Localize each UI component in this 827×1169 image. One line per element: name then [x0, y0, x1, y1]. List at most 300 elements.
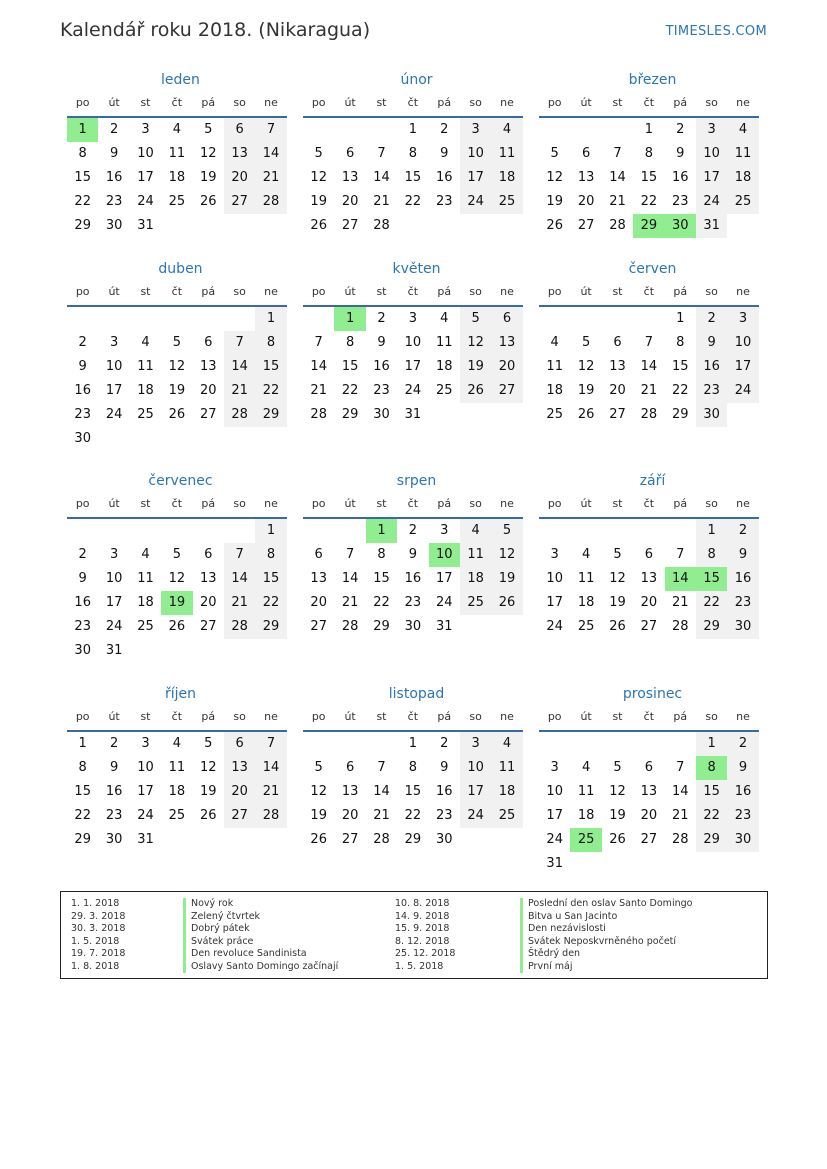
weekday-label: čt: [643, 710, 655, 723]
day-cell: 8: [345, 335, 355, 350]
empty-cell: [491, 615, 522, 639]
month-name: duben: [158, 261, 203, 277]
day-cell: 29: [671, 407, 689, 422]
day-cell: 10: [696, 142, 727, 166]
brand-link[interactable]: TIMESLES.COM: [665, 24, 767, 39]
legend-date: 1. 8. 2018: [71, 960, 120, 972]
day-cell: 15: [74, 784, 91, 799]
day-cell: 30: [727, 828, 758, 852]
empty-cell: [130, 639, 161, 663]
weekday-label: čt: [171, 96, 183, 109]
month-8: [303, 473, 523, 639]
weekday-label: út: [108, 285, 120, 298]
weekday-label: čt: [171, 710, 183, 723]
empty-cell: [665, 519, 696, 543]
empty-cell: [570, 732, 601, 756]
day-cell: 9: [676, 146, 685, 161]
weekday-header: [303, 708, 523, 732]
weekday-label: so: [705, 710, 718, 723]
day-cell: 11: [460, 543, 491, 567]
day-cell: 18: [168, 784, 186, 799]
legend-name: Den revoluce Sandinista: [191, 948, 307, 959]
day-cell: 25: [491, 190, 522, 214]
empty-cell: [224, 639, 255, 663]
holiday-day-cell: 15: [696, 567, 727, 591]
day-cell: 25: [491, 804, 522, 828]
legend-date: 1. 5. 2018: [71, 935, 120, 947]
day-cell: 4: [141, 335, 150, 350]
day-cell: 2: [440, 122, 449, 137]
month-1: [67, 72, 287, 238]
day-cell: 24: [105, 407, 123, 422]
empty-cell: [491, 214, 522, 238]
legend-name: Dobrý pátek: [191, 923, 250, 934]
day-cell: 14: [310, 359, 327, 374]
weekday-label: so: [469, 497, 482, 510]
day-cell: 27: [640, 832, 658, 847]
day-cell: 8: [255, 331, 286, 355]
day-cell: 14: [640, 359, 658, 374]
day-cell: 14: [373, 170, 390, 185]
weekday-label: so: [233, 497, 246, 510]
day-cell: 23: [696, 379, 727, 403]
weekday-label: st: [140, 96, 151, 109]
empty-cell: [633, 519, 664, 543]
weekday-label: út: [344, 285, 356, 298]
holiday-day-cell: 10: [429, 543, 460, 567]
legend-date: 14. 9. 2018: [395, 910, 450, 922]
day-cell: 1: [408, 736, 417, 751]
day-cell: 14: [255, 142, 286, 166]
day-cell: 4: [141, 547, 150, 562]
day-cell: 11: [168, 146, 186, 161]
weekday-label: čt: [407, 285, 419, 298]
day-cell: 3: [550, 547, 559, 562]
month-name: říjen: [164, 686, 197, 702]
weekday-label: út: [580, 96, 592, 109]
legend-left-marker: [183, 898, 186, 973]
day-cell: 28: [609, 218, 626, 233]
day-cell: 23: [373, 383, 390, 398]
legend-name: Oslavy Santo Domingo začínají: [191, 960, 339, 972]
day-cell: 23: [74, 619, 91, 634]
day-cell: 2: [78, 335, 87, 350]
legend-date: 19. 7. 2018: [71, 948, 126, 959]
legend-name: Nový rok: [191, 898, 234, 909]
empty-cell: [460, 828, 491, 852]
day-cell: 23: [74, 407, 91, 422]
empty-cell: [602, 307, 633, 331]
day-cell: 25: [168, 808, 186, 823]
day-cell: 21: [640, 383, 658, 398]
weekday-label: so: [705, 285, 718, 298]
legend-name: Svátek Neposkvrněného početí: [528, 935, 677, 947]
weekday-label: so: [469, 710, 482, 723]
day-cell: 4: [172, 122, 181, 137]
month-10: [67, 686, 287, 852]
day-cell: 3: [460, 732, 491, 756]
day-cell: 26: [491, 591, 522, 615]
day-cell: 4: [491, 118, 522, 142]
month-6: [539, 261, 759, 427]
day-cell: 2: [727, 732, 758, 756]
day-cell: 17: [105, 595, 123, 610]
day-cell: 25: [577, 619, 595, 634]
weekday-header: [539, 283, 759, 307]
day-cell: 12: [310, 784, 327, 799]
day-cell: 4: [172, 736, 181, 751]
month-name: leden: [161, 72, 200, 88]
day-cell: 15: [404, 170, 422, 185]
day-cell: 17: [435, 571, 453, 586]
day-cell: 22: [74, 808, 91, 823]
day-cell: 27: [199, 407, 217, 422]
day-cell: 16: [105, 784, 123, 799]
month-name: květen: [392, 261, 441, 277]
day-cell: 31: [696, 214, 727, 238]
day-cell: 11: [137, 571, 154, 586]
day-cell: 19: [199, 170, 217, 185]
weekday-label: čt: [407, 497, 419, 510]
weekday-label: ne: [736, 710, 750, 723]
day-cell: 22: [696, 804, 727, 828]
empty-cell: [224, 828, 255, 852]
empty-cell: [193, 307, 224, 331]
day-cell: 28: [373, 832, 390, 847]
day-cell: 21: [373, 194, 390, 209]
weekday-label: st: [140, 497, 151, 510]
day-cell: 8: [696, 543, 727, 567]
weekday-label: pá: [673, 285, 688, 298]
empty-cell: [161, 828, 192, 852]
day-cell: 21: [609, 194, 626, 209]
month-12: [539, 686, 759, 876]
day-cell: 21: [310, 383, 327, 398]
day-cell: 28: [640, 407, 658, 422]
day-cell: 24: [727, 379, 758, 403]
legend-right-marker: [520, 898, 523, 973]
empty-cell: [161, 307, 192, 331]
day-cell: 12: [609, 571, 626, 586]
day-cell: 12: [577, 359, 595, 374]
day-cell: 19: [609, 808, 626, 823]
day-cell: 27: [224, 190, 255, 214]
day-cell: 25: [137, 407, 154, 422]
day-cell: 15: [640, 170, 658, 185]
holiday-day-cell: 29: [633, 214, 664, 238]
empty-cell: [224, 307, 255, 331]
day-cell: 19: [168, 383, 186, 398]
day-cell: 31: [137, 832, 154, 847]
empty-cell: [570, 852, 601, 876]
day-cell: 7: [613, 146, 622, 161]
empty-cell: [429, 403, 460, 427]
month-name: listopad: [388, 686, 445, 702]
day-cell: 5: [581, 335, 591, 350]
day-cell: 21: [671, 595, 689, 610]
holiday-day-cell: 1: [67, 118, 98, 142]
day-cell: 13: [640, 571, 658, 586]
empty-cell: [539, 519, 570, 543]
legend-date: 30. 3. 2018: [71, 923, 126, 934]
day-cell: 22: [341, 383, 359, 398]
day-cell: 9: [696, 331, 727, 355]
day-cell: 2: [696, 307, 727, 331]
day-cell: 17: [105, 383, 123, 398]
empty-cell: [397, 214, 428, 238]
empty-cell: [255, 214, 286, 238]
day-cell: 1: [408, 122, 417, 137]
day-cell: 25: [435, 383, 453, 398]
weekday-label: st: [612, 96, 623, 109]
day-cell: 26: [609, 832, 626, 847]
day-cell: 20: [640, 808, 658, 823]
day-cell: 4: [581, 760, 591, 775]
day-cell: 16: [435, 784, 453, 799]
day-cell: 20: [310, 595, 327, 610]
day-cell: 21: [224, 591, 255, 615]
day-cell: 20: [224, 166, 255, 190]
day-cell: 22: [671, 383, 689, 398]
day-cell: 10: [137, 146, 154, 161]
day-cell: 29: [255, 403, 286, 427]
empty-cell: [161, 427, 192, 451]
weekday-label: pá: [673, 96, 688, 109]
weekday-label: út: [344, 497, 356, 510]
month-name: únor: [400, 72, 433, 88]
day-cell: 12: [491, 543, 522, 567]
empty-cell: [460, 214, 491, 238]
empty-cell: [98, 519, 129, 543]
empty-cell: [602, 519, 633, 543]
empty-cell: [130, 427, 161, 451]
weekday-label: po: [547, 710, 562, 723]
day-cell: 25: [546, 407, 563, 422]
empty-cell: [602, 732, 633, 756]
weekday-label: čt: [171, 285, 183, 298]
day-cell: 5: [460, 307, 491, 331]
day-cell: 22: [373, 595, 390, 610]
weekday-label: ne: [264, 710, 278, 723]
day-cell: 26: [310, 218, 327, 233]
empty-cell: [539, 118, 570, 142]
weekday-label: ne: [500, 710, 514, 723]
weekday-label: so: [469, 96, 482, 109]
day-cell: 8: [255, 543, 286, 567]
day-cell: 4: [491, 732, 522, 756]
weekday-label: so: [705, 96, 718, 109]
day-cell: 26: [609, 619, 626, 634]
weekday-header: [539, 708, 759, 732]
weekday-header: [67, 495, 287, 519]
day-cell: 13: [577, 170, 595, 185]
day-cell: 2: [78, 547, 87, 562]
empty-cell: [161, 639, 192, 663]
day-cell: 11: [168, 760, 186, 775]
day-cell: 5: [172, 335, 181, 350]
empty-cell: [602, 852, 633, 876]
empty-cell: [130, 307, 161, 331]
day-cell: 17: [546, 808, 563, 823]
day-cell: 6: [224, 118, 255, 142]
day-cell: 22: [255, 591, 286, 615]
day-cell: 8: [676, 335, 685, 350]
day-cell: 16: [671, 170, 689, 185]
day-cell: 6: [314, 547, 323, 562]
day-cell: 30: [435, 832, 453, 847]
weekday-label: út: [108, 710, 120, 723]
month-7: [67, 473, 287, 663]
weekday-label: ne: [500, 497, 514, 510]
day-cell: 6: [345, 760, 355, 775]
day-cell: 25: [137, 619, 154, 634]
day-cell: 11: [435, 335, 453, 350]
day-cell: 27: [341, 832, 359, 847]
day-cell: 7: [224, 543, 255, 567]
day-cell: 16: [105, 170, 123, 185]
empty-cell: [161, 214, 192, 238]
empty-cell: [602, 118, 633, 142]
empty-cell: [570, 307, 601, 331]
day-cell: 3: [109, 547, 119, 562]
empty-cell: [633, 732, 664, 756]
day-cell: 10: [137, 760, 154, 775]
day-cell: 23: [435, 808, 453, 823]
weekday-header: [67, 94, 287, 118]
day-cell: 23: [105, 194, 123, 209]
weekday-label: so: [469, 285, 482, 298]
day-cell: 6: [204, 547, 213, 562]
day-cell: 4: [550, 335, 559, 350]
day-cell: 10: [727, 331, 758, 355]
day-cell: 23: [727, 804, 758, 828]
day-cell: 20: [199, 595, 217, 610]
day-cell: 22: [640, 194, 658, 209]
day-cell: 24: [137, 808, 154, 823]
day-cell: 27: [224, 804, 255, 828]
empty-cell: [491, 403, 522, 427]
day-cell: 19: [491, 567, 522, 591]
weekday-label: út: [344, 96, 356, 109]
day-cell: 16: [727, 567, 758, 591]
day-cell: 30: [74, 643, 91, 658]
weekday-label: pá: [437, 285, 452, 298]
day-cell: 6: [644, 760, 653, 775]
day-cell: 5: [613, 760, 622, 775]
month-name: březen: [628, 72, 677, 88]
day-cell: 27: [640, 619, 658, 634]
empty-cell: [633, 852, 664, 876]
day-cell: 6: [613, 335, 622, 350]
day-cell: 16: [404, 571, 422, 586]
day-cell: 30: [74, 431, 91, 446]
day-cell: 26: [546, 218, 563, 233]
day-cell: 11: [727, 142, 758, 166]
day-cell: 3: [408, 311, 417, 326]
weekday-label: po: [75, 96, 90, 109]
holiday-day-cell: 19: [161, 591, 192, 615]
day-cell: 17: [696, 166, 727, 190]
day-cell: 28: [341, 619, 359, 634]
empty-cell: [570, 519, 601, 543]
month-2: [303, 72, 523, 238]
legend-date: 8. 12. 2018: [395, 935, 450, 947]
day-cell: 18: [137, 595, 154, 610]
day-cell: 21: [224, 379, 255, 403]
day-cell: 7: [644, 335, 653, 350]
day-cell: 15: [696, 780, 727, 804]
legend-name: Svátek práce: [191, 935, 254, 947]
day-cell: 18: [460, 567, 491, 591]
day-cell: 9: [78, 571, 87, 586]
day-cell: 28: [224, 403, 255, 427]
day-cell: 20: [577, 194, 595, 209]
day-cell: 3: [109, 335, 119, 350]
day-cell: 2: [676, 122, 685, 137]
day-cell: 14: [609, 170, 626, 185]
day-cell: 15: [255, 355, 286, 379]
day-cell: 23: [105, 808, 123, 823]
weekday-label: po: [311, 710, 326, 723]
weekday-label: pá: [673, 710, 688, 723]
empty-cell: [429, 214, 460, 238]
day-cell: 8: [408, 760, 417, 775]
month-name: srpen: [396, 473, 437, 489]
day-cell: 20: [224, 780, 255, 804]
empty-cell: [303, 519, 334, 543]
day-cell: 27: [341, 218, 359, 233]
day-cell: 22: [404, 194, 422, 209]
empty-cell: [727, 852, 758, 876]
day-cell: 29: [696, 828, 727, 852]
holiday-day-cell: 30: [665, 214, 696, 238]
month-name: červenec: [148, 473, 213, 489]
day-cell: 5: [491, 519, 522, 543]
day-cell: 16: [727, 780, 758, 804]
day-cell: 14: [224, 355, 255, 379]
day-cell: 19: [199, 784, 217, 799]
day-cell: 1: [696, 519, 727, 543]
weekday-label: ne: [264, 285, 278, 298]
day-cell: 15: [74, 170, 91, 185]
day-cell: 17: [460, 166, 491, 190]
day-cell: 19: [546, 194, 563, 209]
day-cell: 5: [204, 122, 213, 137]
day-cell: 9: [109, 760, 119, 775]
holiday-day-cell: 14: [665, 567, 696, 591]
weekday-label: pá: [201, 96, 216, 109]
empty-cell: [727, 403, 758, 427]
weekday-label: po: [311, 96, 326, 109]
day-cell: 9: [377, 335, 386, 350]
day-cell: 14: [671, 784, 689, 799]
day-cell: 15: [341, 359, 359, 374]
day-cell: 5: [314, 146, 323, 161]
day-cell: 10: [460, 142, 491, 166]
day-cell: 20: [491, 355, 522, 379]
day-cell: 5: [314, 760, 323, 775]
day-cell: 22: [696, 591, 727, 615]
weekday-label: st: [140, 710, 151, 723]
weekday-label: út: [108, 497, 120, 510]
empty-cell: [130, 519, 161, 543]
empty-cell: [193, 519, 224, 543]
weekday-header: [303, 495, 523, 519]
day-cell: 13: [199, 571, 217, 586]
weekday-label: ne: [500, 96, 514, 109]
day-cell: 17: [404, 359, 422, 374]
day-cell: 13: [310, 571, 327, 586]
